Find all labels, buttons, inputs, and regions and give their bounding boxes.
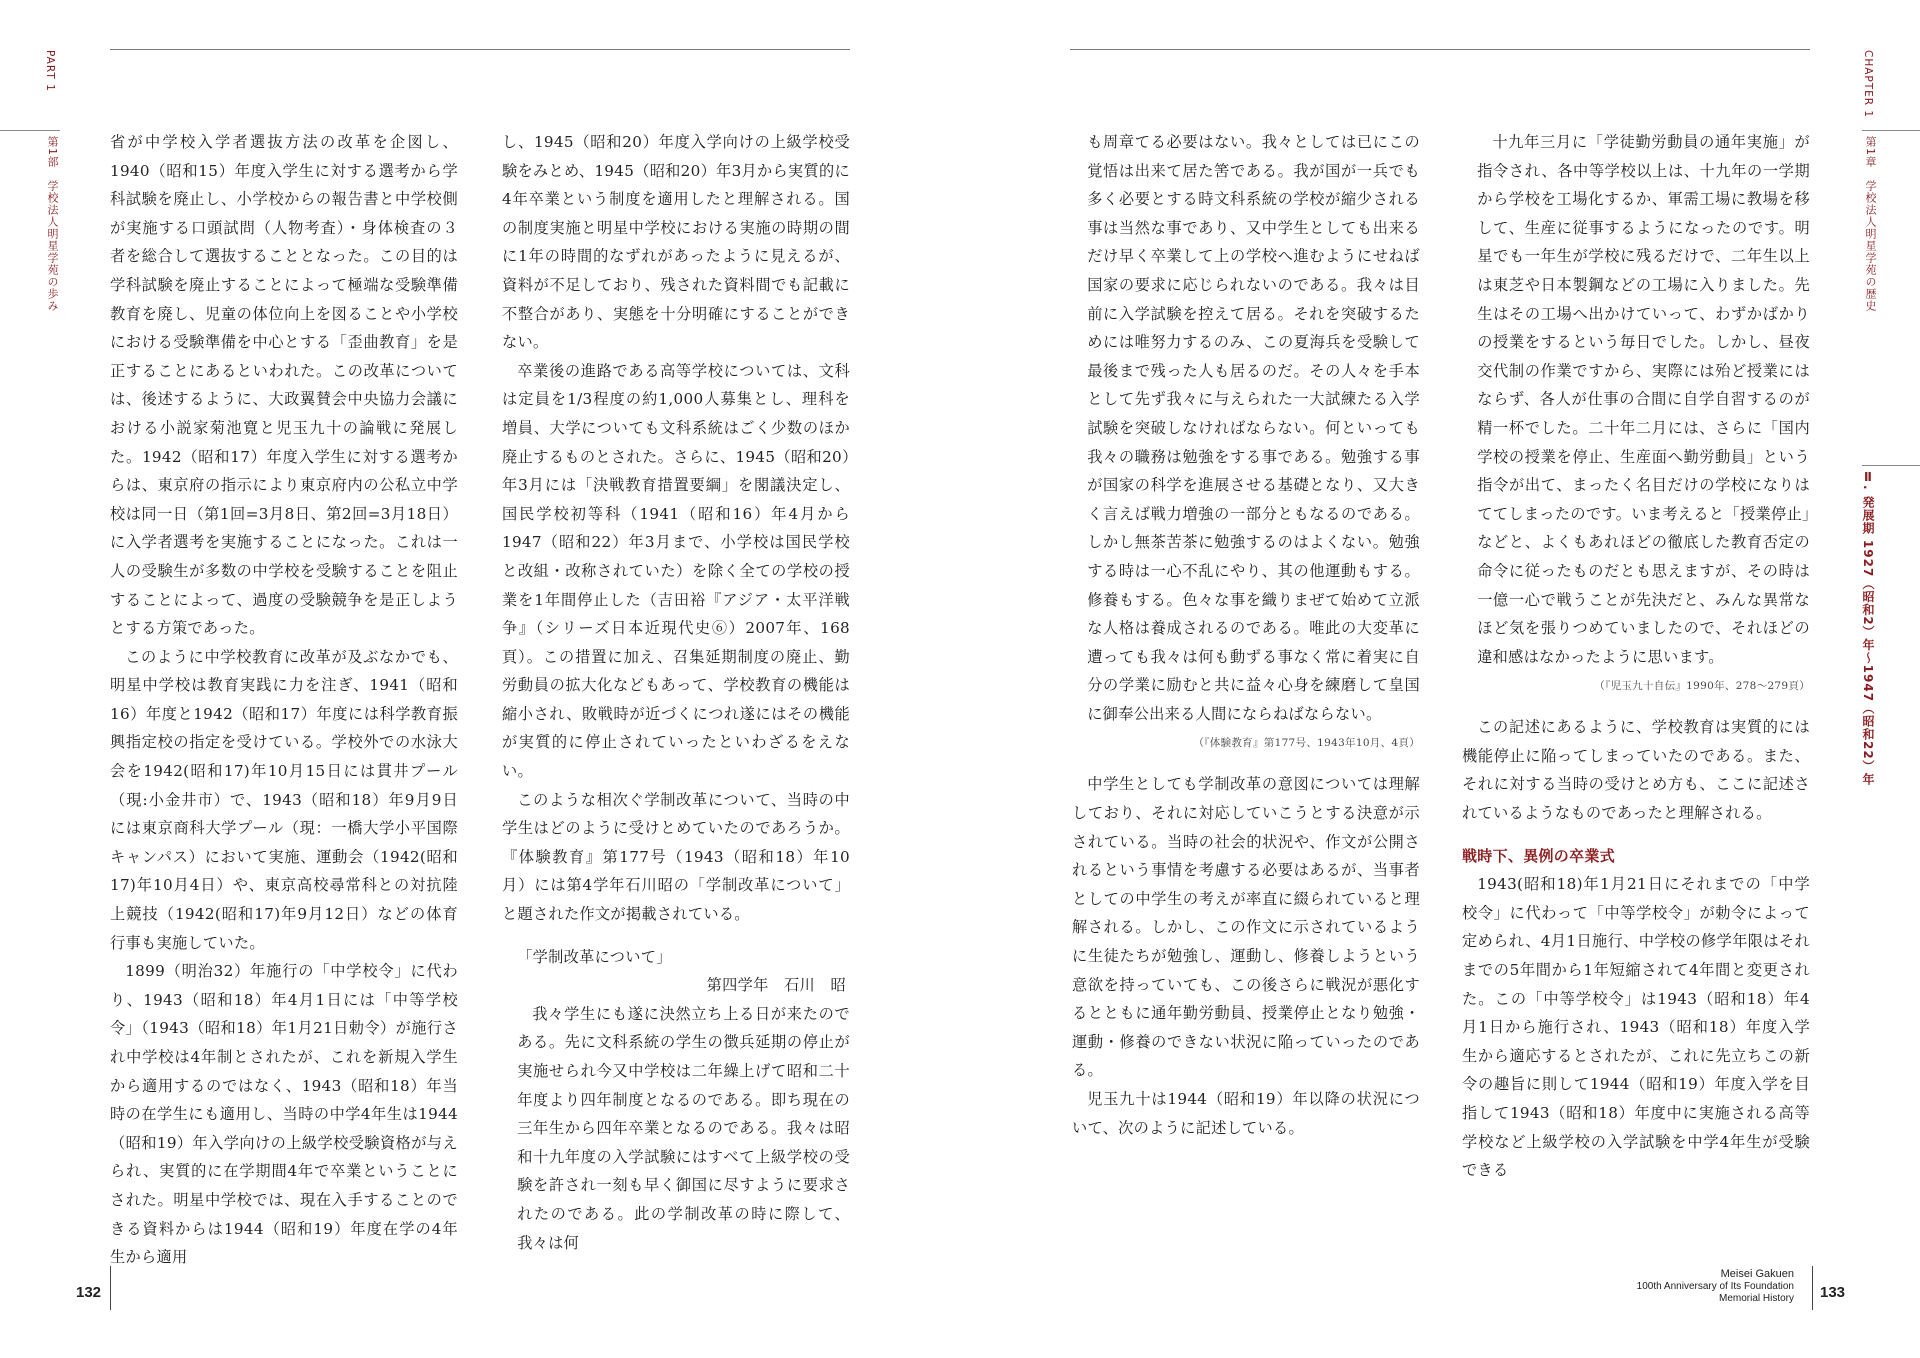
right-page-column-1 — [1072, 128, 1420, 1142]
page-number-left: 132 — [76, 1284, 102, 1301]
chapter-divider — [1862, 130, 1920, 131]
quoted-text: 十九年三月に「学徒勤労動員の通年実施」が指令され、各中等学校以上は、十九年の一学期から学校を工場化するか、軍需工場に教場を移して、生産に従事するようになったのです。明星でも一年生が学校に残るだけで、二年生以上は東芝や日本製鋼などの工場に入りました。先生はその工場へ出かけていって、わずかばかりの授業をするという毎日でした。しかし、昼夜交代制の作業ですから、実際には殆ど授業にはならず、各人が仕事の合間に自学自習するのが精一杯でした。二十年二月には、さらに「国内学校の授業を停止、生産面へ勤労動員」という指令が出て、まったく名目だけの学校になりはててしまったのです。いま考えると「授業停止」などと、よくもあれほどの徹底した教育否定の命令に従ったものだとも思えますが、その時は一億一心で戦うことが先決だと、みんな異常なほど気を張りつめていましたので、それほどの違和感はなかったように思います。 — [1477, 133, 1810, 666]
paragraph: 1943(昭和18)年1月21日にそれまでの「中学校令」に代わって「中等学校令」が勅令によって定められ、4月1日施行、中学校の修学年限はそれまでの5年間から1年短縮されて4年間と変更された。この「中等学校令」は1943（昭和18）年4月1日から施行され、1943（昭和18）年度入学生から適応するとされたが、これに先立ちこの新令の趣旨に則して1944（昭和19）年度入学を目指して1943（昭和18）年度中に実施される高等学校など上級学校の入学試験を中学4年生が受験できる — [1462, 875, 1810, 1180]
paragraph: この記述にあるように、学校教育は実質的には機能停止に陥ってしまっていたのである。また、それに対する当時の受けとめ方も、ここに記述されているようなものであったと理解される。 — [1462, 718, 1810, 823]
part-title: 第1部 学校法人明星学苑の歩み — [46, 136, 59, 312]
chapter-label: CHAPTER 1 — [1862, 50, 1874, 119]
paragraph: 卒業後の進路である高等学校については、文科は定員を1/3程度の約1,000人募集とし、理科を増員、大学についても文科系統はごく少数のほか廃止するものとされた。さらに、1945（昭和20）年3月には「決戦教育措置要綱」を閣議決定し、国民学校初等科（1941（昭和16）年4月から1947（昭和22）年3月まで、小学校は国民学校と改組・改称されていた）を除く全ての学校の授業を1年間停止した（吉田裕『アジア・太平洋戦争』（シリーズ日本近現代史⑥）2007年、168頁）。この措置に加え、召集延期制度の廃止、勤労動員の拡大化などもあって、学校教育の機能は縮小され、敗戦時が近づくにつれ遂にはその機能が実質的に停止されていったといわざるをえない。 — [502, 361, 850, 781]
quote-author: 第四学年 石川 昭 — [706, 976, 846, 995]
footer-line-3: Memorial History — [1718, 1293, 1794, 1304]
paragraph: 中学生としても学制改革の意図については理解しており、それに対応していこうとする決意が示されている。当時の社会的状況や、作文が公開されるという事情を考慮する必要はあるが、当事者としての中学生の考えが率直に綴られていると理解される。しかし、この作文に示されているように生徒たちが勉強し、運動し、修養しようという意欲を持っていても、この後さらに戦況が悪化するとともに通年勤労動員、授業停止となり勉強・運動・修養のできない状況に陥っていったのである。 — [1072, 775, 1420, 1080]
source-citation: （『児玉九十自伝』1990年、278〜279頁） — [1594, 680, 1810, 693]
top-rule-right — [1070, 49, 1810, 50]
quoted-text: も周章てる必要はない。我々としては已にこの覚悟は出来て居た筈である。我が国が一兵でも多く必要とする時文科系統の学校が縮少される事は当然な事であり、又中学生としても出来るだけ早く卒業して上の学校へ進むようにせねば国家の要求に応じられないのである。我々は目前に入学試験を控えて居る。それを突破するためには唯努力するのみ、この夏海兵を受験して最後まで残った人も居るのだ。その人々を手本として先ず我々に与えられた一大試練たる入学試験を突破しなければならない。何といっても我々の職務は勉強をする事である。勉強する事が国家の科学を進展させる基礎となり、又大きく言えば戦力増強の一部分ともなるのである。しかし無茶苦茶に勉強するのはよくない。勉強する時は一心不乱にやり、其の他運動もする。修養もする。色々な事を織りまぜて始めて立派な人格は養成されるのである。唯此の大変革に遭っても我々は何も動ずる事なく常に着実に自分の学業に励むと共に益々心身を練磨して皇国に御奉公出来る人間にならねばならない。 — [1087, 133, 1420, 723]
paragraph: し、1945（昭和20）年度入学向けの上級学校受験をみとめ、1945（昭和20）年3月から実質的に4年卒業という制度を適用したと理解される。国の制度実施と明星中学校における実施の時期の間に1年の時間的なずれがあったように見えるが、資料が不足しており、残された資料間でも記載に不整合があり、実態を十分明確にすることができない。 — [502, 133, 850, 352]
section-title: Ⅱ. 発展期 1927（昭和2）年〜1947（昭和22）年 — [1861, 470, 1875, 786]
top-rule-left — [110, 49, 850, 50]
footer-line-2: 100th Anniversary of Its Foundation — [1636, 1280, 1794, 1292]
source-citation: （『体験教育』第177号、1943年10月、4頁） — [1193, 737, 1420, 750]
paragraph: 省が中学校入学者選抜方法の改革を企図し、1940（昭和15）年度入学生に対する選考から学科試験を廃止し、小学校からの報告書と中学校側が実施する口頭試問（人物考査）・身体検査の３者を総合して選抜することとなった。この目的は学科試験を廃止することによって極端な受験準備教育を廃し、児童の体位向上を図ることや小学校における受験準備を中心とする「歪曲教育」を是正することにあるといわれた。この改革については、後述するように、大政翼賛会中央協力会議における小説家菊池寛と児玉九十の論戦に発展した。1942（昭和17）年度入学生に対する選考からは、東京府の指示により東京府内の公私立中学校は同一日（第1回=3月8日、第2回=3月18日）に入学者選考を実施することになった。これは一人の受験生が多数の中学校を受験することを阻止することによって、過度の受験競争を是正しようとする方策であった。 — [110, 133, 458, 638]
footer-line-1: Meisei Gakuen — [1720, 1268, 1794, 1280]
chapter-title: 第1章 学校法人明星学苑の歴史 — [1864, 136, 1877, 312]
paragraph: このように中学校教育に改革が及ぶなかでも、明星中学校は教育実践に力を注ぎ、1941（昭和16）年度と1942（昭和17）年度には科学教育振興指定校の指定を受けている。学校外での水泳大会を1942(昭和17)年10月15日には貫井プール（現:小金井市）で、1943（昭和18）年9月9日には東京商科大学プール（現：一橋大学小平国際キャンパス）において実施、運動会（1942(昭和17)年10月4日）や、東京高校尋常科との対抗陸上競技（1942(昭和17)年9月12日）などの体育行事も実施していた。 — [110, 647, 458, 952]
footer-book-title — [1474, 1268, 1794, 1306]
quote-title: 「学制改革について」 — [517, 947, 672, 966]
page-number-right: 133 — [1820, 1284, 1846, 1301]
page-number-left-bar — [110, 1266, 111, 1310]
left-page-column-1 — [110, 128, 458, 1272]
paragraph: 1899（明治32）年施行の「中学校令」に代わり、1943（昭和18）年4月1日には「中等学校令」（1943（昭和18）年1月21日勅令）が施行され中学校は4年制とされたが、これを新規入学生から適用するのではなく、1943（昭和18）年当時の在学生にも適用し、当時の中学4年生は1944（昭和19）年入学向けの上級学校受験資格が与えられ、実質的に在学期間4年で卒業ということにされた。明星中学校では、現在入手することのできる資料からは1944（昭和19）年度在学の4年生から適用 — [110, 962, 458, 1267]
right-page-column-2 — [1462, 128, 1810, 1185]
left-page-column-2 — [502, 128, 850, 1257]
paragraph: 児玉九十は1944（昭和19）年以降の状況について、次のように記述している。 — [1072, 1090, 1420, 1137]
quoted-text: 我々学生にも遂に決然立ち上る日が来たのである。先に文科系統の学生の徴兵延期の停止が実施せられ今又中学校は二年繰上げて昭和二十年度より四年制度となるのである。即ち現在の三年生から四年卒業となるのである。我々は昭和十九年度の入学試験にはすべて上級学校の受験を許され一刻も早く御国に尽すように要求されたのである。此の学制改革の時に際して、我々は何 — [517, 1004, 850, 1252]
section-divider — [1862, 465, 1920, 466]
paragraph: このような相次ぐ学制改革について、当時の中学生はどのように受けとめていたのであろうか。『体験教育』第177号（1943（昭和18）年10月）には第4学年石川昭の「学制改革について」と題された作文が掲載されている。 — [502, 790, 850, 924]
part-divider — [0, 130, 60, 131]
section-heading: 戦時下、異例の卒業式 — [1462, 846, 1616, 865]
page-number-right-bar — [1812, 1266, 1813, 1310]
part-label: PART 1 — [44, 50, 56, 92]
